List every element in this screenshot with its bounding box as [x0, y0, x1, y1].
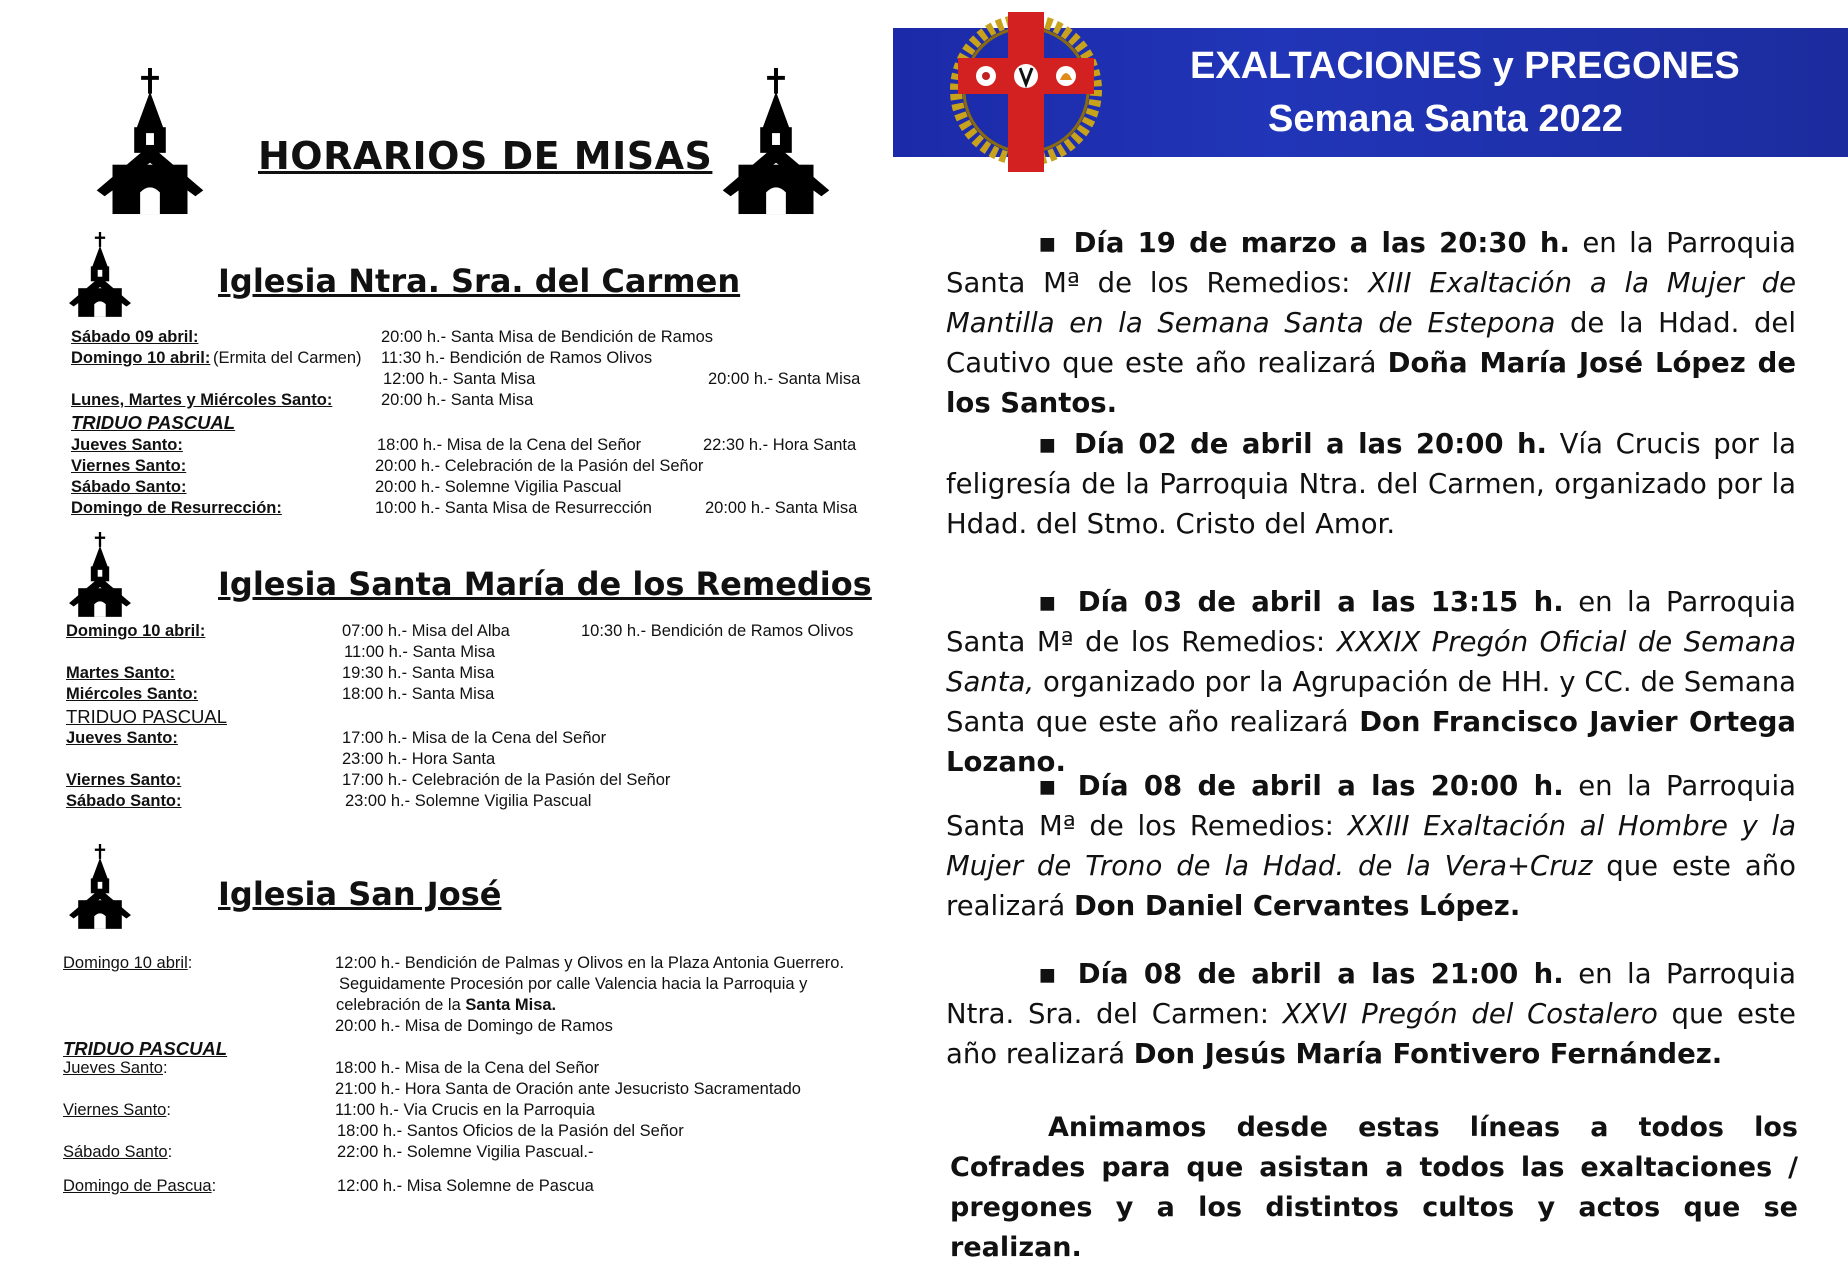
event-title: XXIII Exaltación al Hombre y la Mujer de Trono de la Hdad. de la Vera+Cruz — [946, 810, 1796, 882]
day-label: Sábado Santo: — [66, 792, 182, 810]
day-label: Sábado Santo: — [71, 478, 187, 496]
event-title: XIII Exaltación a la Mujer de Mantilla en la Semana Santa de Estepona — [946, 267, 1796, 339]
time-entry-bold: Santa Misa. — [465, 996, 557, 1014]
event-text: en la Parroquia Ntra. Sra. del Carmen: — [946, 958, 1796, 1030]
event-text: en la Parroquia Santa Mª de los Remedios: — [946, 586, 1796, 658]
time-entry: 11:00 h.- Santa Misa — [344, 643, 496, 661]
day-label: Jueves Santo: — [71, 436, 183, 454]
event-text: en la Parroquia Santa Mª de los Remedios: — [946, 770, 1796, 842]
day-label: Domingo de Pascua: — [63, 1177, 217, 1195]
day-label: Viernes Santo: — [63, 1101, 171, 1119]
time-entry-text: celebración de la — [336, 996, 461, 1014]
event-speaker: Don Daniel Cervantes López. — [1073, 890, 1521, 922]
triduo-label: TRIDUO PASCUAL — [71, 412, 236, 433]
time-entry: 12:00 h.- Bendición de Palmas y Olivos en la Plaza Antonia Guerrero. — [335, 954, 845, 972]
triduo-label: TRIDUO PASCUAL — [63, 1038, 228, 1059]
day-label-text: Domingo 10 abril — [63, 954, 188, 972]
time-entry: 18:00 h.- Santa Misa — [342, 685, 495, 703]
event-date: ▪ Día 03 de abril a las 13:15 h. — [1038, 586, 1564, 618]
closing-paragraph: Animamos desde estas líneas a todos los Cofrades para que asistan a todos las exaltaciones / pregones y a los distintos cultos y actos que se realizan. — [950, 1112, 1798, 1263]
time-entry: 21:00 h.- Hora Santa de Oración ante Jesucristo Sacramentado — [335, 1080, 801, 1098]
banner-title: EXALTACIONES y PREGONES — [1190, 45, 1740, 87]
time-entry: 20:00 h.- Santa Misa — [708, 370, 861, 388]
time-entry: 17:00 h.- Celebración de la Pasión del Señor — [342, 771, 671, 789]
event-date: ▪ Día 08 de abril a las 20:00 h. — [1038, 770, 1564, 802]
day-label-text: Sábado Santo — [63, 1143, 168, 1161]
day-label: Miércoles Santo: — [66, 685, 199, 703]
day-label-text: Jueves Santo — [63, 1059, 163, 1077]
day-label: Domingo de Resurrección: — [71, 499, 282, 517]
time-entry: 18:00 h.- Misa de la Cena del Señor — [377, 436, 642, 454]
day-label: Jueves Santo: — [66, 729, 178, 747]
event-date: ▪ Día 08 de abril a las 21:00 h. — [1038, 958, 1564, 990]
time-entry: 12:00 h.- Misa Solemne de Pascua — [337, 1177, 594, 1195]
event-speaker: Doña María José López de los Santos. — [946, 347, 1796, 419]
time-entry: 22:30 h.- Hora Santa — [703, 436, 857, 454]
church-icon — [64, 532, 136, 618]
time-entry: 10:00 h.- Santa Misa de Resurrección — [375, 499, 652, 517]
event-text: Vía Crucis por la feligresía de la Parroquia Ntra. del Carmen, organizado por la Hdad. del Stmo. Cristo del Amor. — [946, 428, 1797, 540]
day-label: Viernes Santo: — [66, 771, 182, 789]
section-heading-sanjose: Iglesia San José — [218, 875, 502, 913]
time-entry: 12:00 h.- Santa Misa — [383, 370, 536, 388]
time-entry: 18:00 h.- Misa de la Cena del Señor — [335, 1059, 600, 1077]
event-text: que este año realizará — [946, 850, 1796, 922]
event-paragraph — [946, 766, 1796, 926]
event-text: de la Hdad. del Cautivo que este año realizará — [946, 307, 1796, 379]
church-icon — [88, 68, 212, 216]
location-note: (Ermita del Carmen) — [213, 349, 362, 367]
time-entry: 17:00 h.- Misa de la Cena del Señor — [342, 729, 607, 747]
time-entry: 20:00 h.- Solemne Vigilia Pascual — [375, 478, 622, 496]
day-label: Domingo 10 abril: — [66, 622, 206, 640]
time-entry: 20:00 h.- Santa Misa — [381, 391, 534, 409]
event-paragraph — [946, 582, 1796, 782]
event-speaker: Don Jesús María Fontivero Fernández. — [1133, 1038, 1723, 1070]
time-entry: 20:00 h.- Misa de Domingo de Ramos — [335, 1017, 613, 1035]
time-entry: 23:00 h.- Hora Santa — [342, 750, 496, 768]
page-title: HORARIOS DE MISAS — [258, 134, 713, 178]
event-paragraph — [946, 954, 1796, 1074]
church-icon — [64, 232, 136, 318]
event-paragraph — [946, 424, 1796, 544]
event-paragraph — [946, 223, 1796, 423]
time-entry: 07:00 h.- Misa del Alba — [342, 622, 510, 640]
event-date: ▪ Día 02 de abril a las 20:00 h. — [1038, 428, 1547, 460]
day-label-text: Viernes Santo — [63, 1101, 167, 1119]
time-entry: 20:00 h.- Santa Misa — [705, 499, 858, 517]
event-date: ▪ Día 19 de marzo a las 20:30 h. — [1038, 227, 1570, 259]
day-label: Domingo 10 abril: — [63, 954, 193, 972]
section-heading-carmen: Iglesia Ntra. Sra. del Carmen — [218, 262, 741, 300]
day-label-text: Domingo de Pascua — [63, 1177, 212, 1195]
time-entry: 10:30 h.- Bendición de Ramos Olivos — [581, 622, 854, 640]
time-entry — [336, 996, 556, 1015]
event-text: organizado por la Agrupación de HH. y CC. de Semana Santa que este año realizará — [946, 666, 1796, 738]
event-title: XXXIX Pregón Oficial de Semana Santa, — [946, 626, 1796, 698]
church-icon — [64, 844, 136, 930]
banner-subtitle: Semana Santa 2022 — [1268, 98, 1623, 140]
triduo-label: TRIDUO PASCUAL — [66, 706, 228, 727]
time-entry: 23:00 h.- Solemne Vigilia Pascual — [345, 792, 592, 810]
time-entry: 11:00 h.- Via Crucis en la Parroquia — [335, 1101, 595, 1119]
event-text: en la Parroquia Santa Mª de los Remedios: — [946, 227, 1796, 299]
section-heading-remedios: Iglesia Santa María de los Remedios — [218, 565, 872, 603]
day-label: Lunes, Martes y Miércoles Santo: — [71, 391, 333, 409]
church-icon — [714, 68, 838, 216]
event-speaker: Don Francisco Javier Ortega Lozano. — [946, 706, 1796, 778]
day-label: Martes Santo: — [66, 664, 176, 682]
time-entry: 20:00 h.- Santa Misa de Bendición de Ramos — [381, 328, 714, 346]
day-label: Viernes Santo: — [71, 457, 187, 475]
day-label: Jueves Santo: — [63, 1059, 168, 1077]
time-entry: 22:00 h.- Solemne Vigilia Pascual.- — [337, 1143, 594, 1161]
time-entry: 11:30 h.- Bendición de Ramos Olivos — [381, 349, 653, 367]
time-entry: 18:00 h.- Santos Oficios de la Pasión del Señor — [337, 1122, 684, 1140]
day-label: Domingo 10 abril: — [71, 349, 211, 367]
day-label: Sábado 09 abril: — [71, 328, 199, 346]
event-text: que este año realizará — [946, 998, 1796, 1070]
day-label: Sábado Santo: — [63, 1143, 173, 1161]
time-entry: 19:30 h.- Santa Misa — [342, 664, 495, 682]
time-entry: Seguidamente Procesión por calle Valencia hacia la Parroquia y — [339, 975, 808, 993]
cross-crown-emblem — [938, 8, 1118, 176]
event-title: XXVI Pregón del Costalero — [1282, 998, 1658, 1030]
time-entry: 20:00 h.- Celebración de la Pasión del Señor — [375, 457, 704, 475]
